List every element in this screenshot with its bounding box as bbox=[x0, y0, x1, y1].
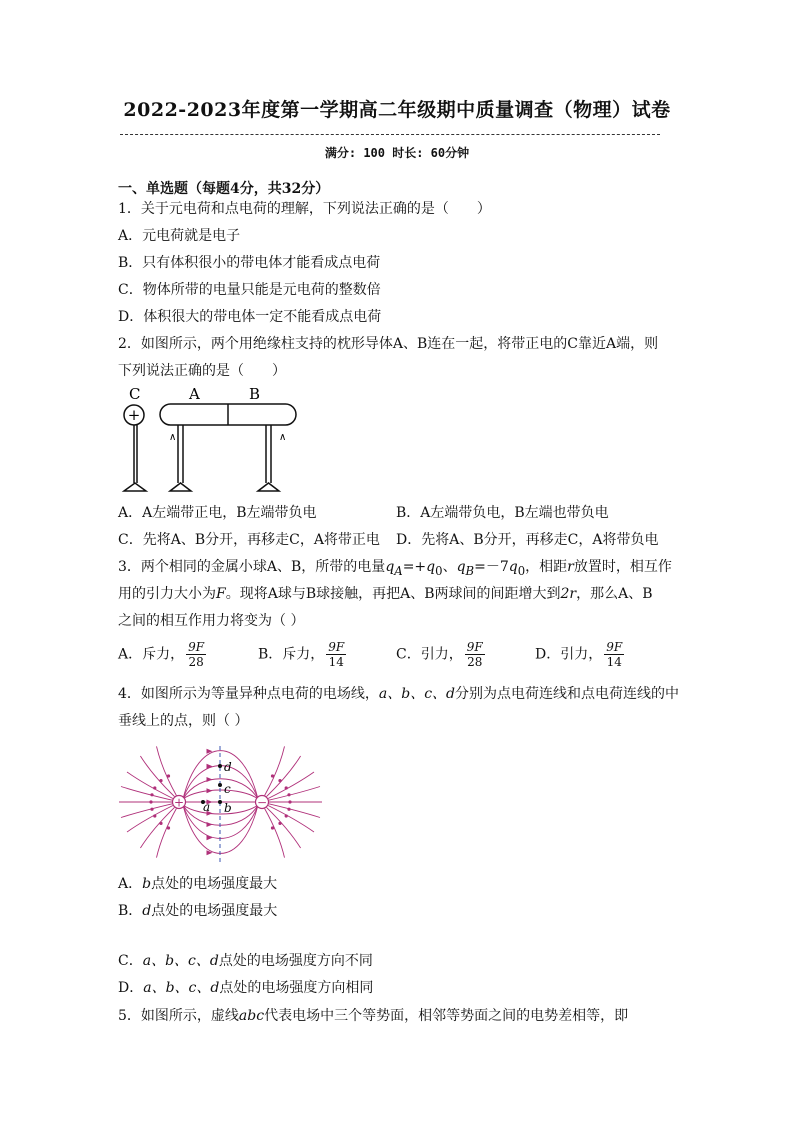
q1-option-b: B．只有体积很小的带电体才能看成点电荷 bbox=[118, 255, 381, 271]
q2-option-c: C．先将A、B分开，再移走C，A将带正电 bbox=[118, 532, 380, 548]
field-arrow bbox=[278, 779, 281, 782]
q1-stem: 1．关于元电荷和点电荷的理解，下列说法正确的是（ ） bbox=[118, 201, 491, 217]
q1-option-c: C．物体所带的电量只能是元电荷的整数倍 bbox=[118, 282, 381, 298]
q3-stem-line2: 用的引力大小为F。现将A球与B球接触，再把A、B两球间的间距增大到2r，那么A、B bbox=[118, 586, 653, 602]
field-line bbox=[183, 805, 258, 825]
page-title: 2022-2023年度第一学期高二年级期中质量调查（物理）试卷 bbox=[123, 99, 671, 121]
field-line bbox=[121, 787, 172, 801]
q4-option-a: A．b点处的电场强度最大 bbox=[118, 876, 278, 892]
field-arrow bbox=[150, 808, 153, 811]
q3-stem-line1: 3．两个相同的金属小球A、B，所带的电量$q_A=+q_0$、$q_B=-7q_0$，相距r放置时，相互作 bbox=[118, 559, 672, 578]
field-line bbox=[121, 804, 172, 818]
field-line bbox=[269, 804, 320, 818]
field-lines-figure bbox=[116, 744, 326, 866]
label-c: C bbox=[129, 385, 141, 403]
q2-option-b: B．A左端带负电，B左端也带负电 bbox=[396, 505, 609, 521]
right-tip: ∧ bbox=[279, 432, 287, 443]
section-heading: 一、单选题（每题4分，共32分） bbox=[118, 181, 330, 197]
field-arrow bbox=[207, 777, 213, 782]
q2-stem-line1: 2．如图所示，两个用绝缘柱支持的枕形导体A、B连在一起，将带正电的C靠近A端，则 bbox=[118, 336, 659, 352]
conductor-figure bbox=[116, 384, 306, 496]
q3-option-d: D．引力， $\frac{9F}{14}$ bbox=[535, 640, 623, 669]
point-a-label: a bbox=[203, 800, 211, 814]
negative-sign: − bbox=[256, 795, 268, 810]
q3-option-a: A．斥力， $\frac{9F}{28}$ bbox=[118, 640, 205, 669]
left-tip: ∧ bbox=[169, 432, 177, 443]
q3-stem-line3: 之间的相互作用力将变为（ ） bbox=[118, 613, 305, 629]
field-arrow bbox=[278, 822, 281, 825]
field-arrow bbox=[159, 779, 162, 782]
field-arrow bbox=[150, 793, 153, 796]
q2-option-a: A．A左端带正电，B左端带负电 bbox=[118, 505, 317, 521]
q4-stem-line1: 4．如图所示为等量异种点电荷的电场线，a、b、c、d分别为点电荷连线和点电荷连线的中 bbox=[118, 686, 680, 702]
field-arrow bbox=[287, 793, 290, 796]
field-arrow bbox=[285, 786, 288, 789]
q4-option-d: D．a、b、c、d点处的电场强度方向相同 bbox=[118, 980, 374, 996]
q1-option-d: D．体积很大的带电体一定不能看成点电荷 bbox=[118, 309, 382, 325]
label-b: B bbox=[249, 385, 261, 403]
field-arrow bbox=[167, 774, 170, 777]
positive-sign: + bbox=[173, 795, 185, 810]
field-arrow bbox=[287, 808, 290, 811]
field-arrow bbox=[167, 826, 170, 829]
q2-option-d: D．先将A、B分开，再移走C，A将带负电 bbox=[396, 532, 659, 548]
q1-option-a: A．元电荷就是电子 bbox=[118, 228, 241, 244]
q3-option-b: B．斥力， $\frac{9F}{14}$ bbox=[258, 640, 345, 669]
field-arrow bbox=[271, 826, 274, 829]
field-line bbox=[269, 787, 320, 801]
field-arrow bbox=[207, 788, 213, 793]
exam-meta: 满分: 100 时长: 60分钟 bbox=[324, 146, 470, 160]
field-arrow bbox=[159, 822, 162, 825]
q4-stem-line2: 垂线上的点，则（ ） bbox=[118, 713, 249, 729]
q4-option-b: B．d点处的电场强度最大 bbox=[118, 903, 278, 919]
charge-c-sign: + bbox=[127, 406, 141, 424]
field-arrow bbox=[207, 822, 213, 827]
q2-stem-line2: 下列说法正确的是（ ） bbox=[118, 363, 286, 379]
field-arrow bbox=[153, 814, 156, 817]
field-arrow bbox=[288, 800, 291, 803]
label-a: A bbox=[189, 385, 200, 403]
field-arrow bbox=[285, 814, 288, 817]
title-divider bbox=[120, 134, 660, 135]
q3-option-c: C．引力， $\frac{9F}{28}$ bbox=[396, 640, 483, 669]
q4-option-c: C．a、b、c、d点处的电场强度方向不同 bbox=[118, 953, 373, 969]
point-d-label: d bbox=[224, 760, 232, 774]
field-arrow bbox=[153, 786, 156, 789]
point-b-label: b bbox=[224, 801, 232, 815]
q5-stem: 5．如图所示，虚线abc代表电场中三个等势面，相邻等势面之间的电势差相等，即 bbox=[118, 1008, 629, 1024]
point-c-label: c bbox=[224, 782, 231, 796]
field-arrow bbox=[149, 800, 152, 803]
field-arrow bbox=[271, 774, 274, 777]
